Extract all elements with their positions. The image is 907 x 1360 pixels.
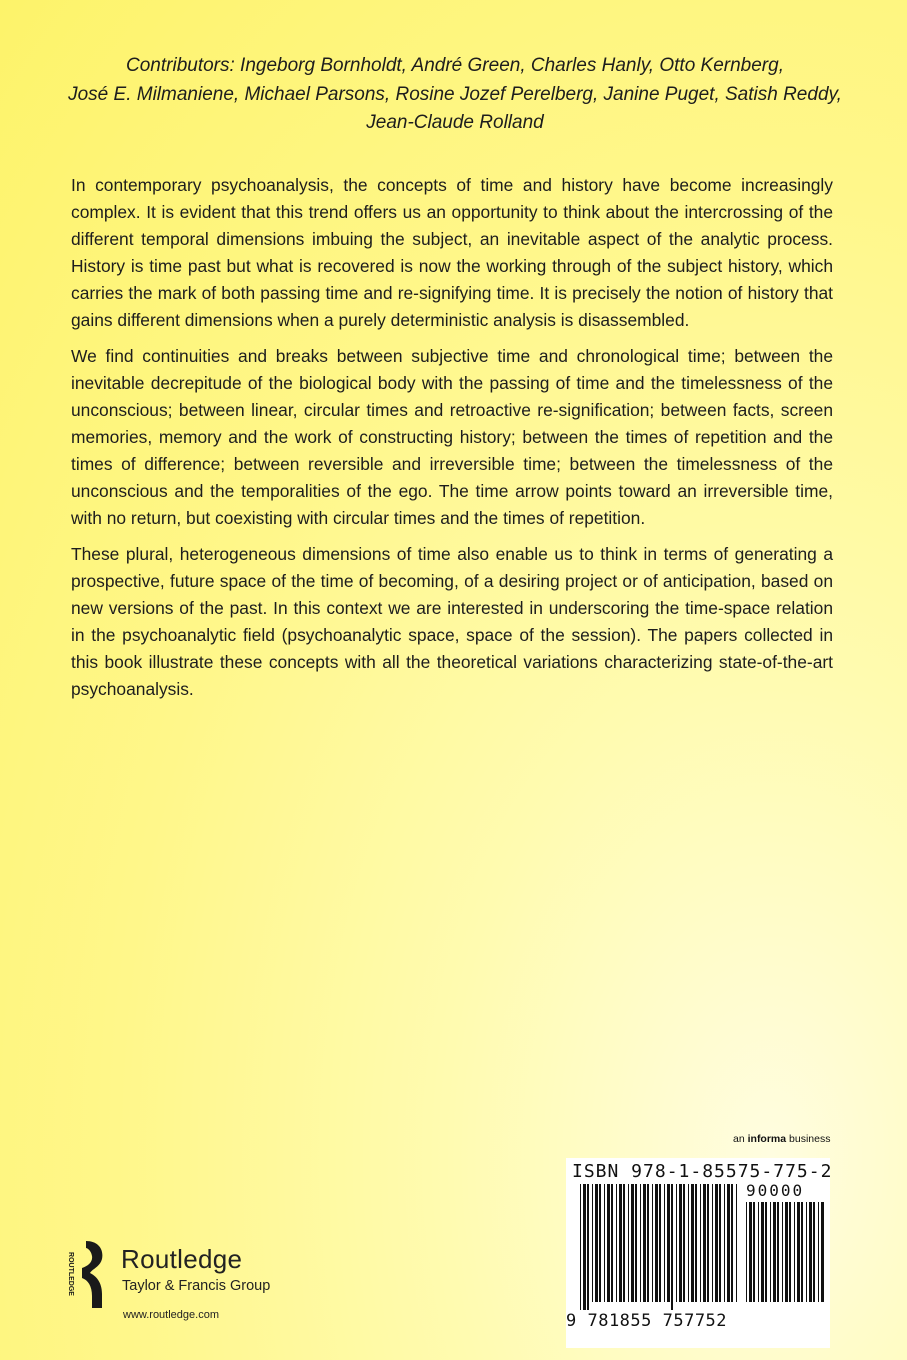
barcode-bar: [703, 1184, 706, 1302]
barcode-bar: [652, 1184, 653, 1302]
barcode-bar: [619, 1184, 622, 1302]
blurb: [71, 172, 833, 712]
barcode-bar: [770, 1202, 771, 1302]
barcode-bar: [746, 1202, 747, 1302]
barcode-bar: [777, 1202, 779, 1302]
barcode-bar: [607, 1184, 610, 1302]
barcode-bar: [655, 1184, 658, 1302]
price-code: 90000: [746, 1181, 805, 1200]
contributors-line-3: Jean-Claude Rolland: [366, 112, 544, 133]
informa-brand: informa: [747, 1133, 787, 1145]
barcode-bar: [765, 1202, 767, 1302]
blurb-paragraph-1: In contemporary psychoanalysis, the concepts of time and history have become increasingly complex. It is evident that this trend offers us an opportunity to think about the intercrossing of the different temporal dimensions imbuing the subject, an inevitable aspect of the analytic process. History is time past but what is recovered is now the working through of the subject history, which carries the mark of both passing time and re-signifying time. It is precisely the notion of history that gains different dimensions when a purely deterministic analysis is disassembled.: [71, 175, 833, 330]
barcode-bar: [599, 1184, 601, 1302]
barcode-bar: [785, 1202, 788, 1302]
barcode-bar: [623, 1184, 625, 1302]
barcode-bar: [700, 1184, 701, 1302]
barcode-bar: [707, 1184, 709, 1302]
addon-barcode: [746, 1202, 824, 1310]
publisher-url[interactable]: www.routledge.com: [123, 1309, 219, 1321]
barcode-bar: [821, 1202, 824, 1302]
barcode-bar: [631, 1184, 634, 1302]
contributors-line-1: Contributors: Ingeborg Bornholdt, André Green, Charles Hanly, Otto Kernberg,: [126, 55, 784, 76]
informa-prefix: an: [733, 1133, 745, 1145]
informa-tagline: [733, 1133, 831, 1145]
barcode-bar: [794, 1202, 795, 1302]
ean-digits: 9 781855 757752: [566, 1311, 728, 1331]
barcode-bar: [659, 1184, 661, 1302]
barcode-bar: [818, 1202, 819, 1302]
barcode-bar: [583, 1184, 586, 1310]
barcode-bar: [635, 1184, 637, 1302]
barcode-bar: [592, 1184, 593, 1302]
isbn-text: ISBN 978-1-85575-775-2: [572, 1161, 833, 1182]
informa-suffix: business: [789, 1133, 831, 1145]
barcode-bar: [643, 1184, 646, 1302]
barcode-bar: [587, 1184, 589, 1310]
barcode-bar: [782, 1202, 783, 1302]
contributors-list: [60, 52, 850, 138]
barcode-bar: [604, 1184, 605, 1302]
barcode-bar: [611, 1184, 613, 1302]
barcode-bar: [664, 1184, 665, 1302]
routledge-logo-icon: [64, 1238, 108, 1310]
contributors-line-2: José E. Milmaniene, Michael Parsons, Rosine Jozef Perelberg, Janine Puget, Satish Reddy,: [68, 83, 842, 105]
barcode-bar: [683, 1184, 685, 1302]
barcode-bar: [813, 1202, 815, 1302]
barcode-bar: [647, 1184, 649, 1302]
barcode-bar: [761, 1202, 764, 1302]
barcode-bar: [628, 1184, 629, 1302]
barcode-bar: [731, 1184, 733, 1302]
barcode-bar: [595, 1184, 598, 1302]
publisher-name: Routledge: [121, 1244, 243, 1274]
barcode-bar: [691, 1184, 694, 1302]
barcode-bar: [712, 1184, 713, 1302]
barcode-bar: [580, 1184, 581, 1310]
publisher-group: Taylor & Francis Group: [122, 1278, 271, 1294]
barcode-bar: [758, 1202, 759, 1302]
barcode-bar: [695, 1184, 697, 1302]
blurb-paragraph-2: We find continuities and breaks between subjective time and chronological time; between the inevitable decrepitude of the biological body with the passing of time and the timelessness of the unconscious; between linear, circular times and retroactive re-signification; between facts, screen memories, memory and the work of constructing history; between the times of repetition and the times of difference; between reversible and irreversible time; between the timelessness of the unconscious and the temporalities of the ego. The time arrow points toward an irreversible time, with no return, but coexisting with circular times and the times of repetition.: [71, 346, 833, 528]
barcode-bar: [806, 1202, 807, 1302]
barcode-bar: [679, 1184, 682, 1302]
barcode-bar: [749, 1202, 752, 1302]
barcode-bar: [715, 1184, 718, 1302]
barcode-bar: [773, 1202, 776, 1302]
barcode-bar: [727, 1184, 730, 1302]
barcode-bar: [753, 1202, 755, 1302]
barcode-bar: [801, 1202, 803, 1302]
barcode-bar: [667, 1184, 670, 1302]
blurb-paragraph-3: These plural, heterogeneous dimensions of time also enable us to think in terms of generating a prospective, future space of the time of becoming, of a desiring project or of anticipation, based on new versions of the past. In this context we are interested in underscoring the time-space relation in the psychoanalytic field (psychoanalytic space, space of the session). The papers collected in this book illustrate these concepts with all the theoretical variations characterizing state-of-the-art psychoanalysis.: [71, 544, 833, 699]
ean-barcode: [580, 1184, 740, 1310]
barcode-bar: [789, 1202, 791, 1302]
barcode-bar: [616, 1184, 617, 1302]
barcode-bar: [724, 1184, 725, 1302]
barcode-bar: [676, 1184, 677, 1302]
barcode-bar: [736, 1184, 737, 1302]
barcode-bar: [809, 1202, 812, 1302]
barcode-bar: [671, 1184, 673, 1310]
barcode-bar: [797, 1202, 800, 1302]
barcode-bar: [640, 1184, 641, 1302]
logo-vertical-text: ROUTLEDGE: [67, 1252, 74, 1296]
barcode-bar: [688, 1184, 689, 1302]
barcode-bar: [719, 1184, 721, 1302]
